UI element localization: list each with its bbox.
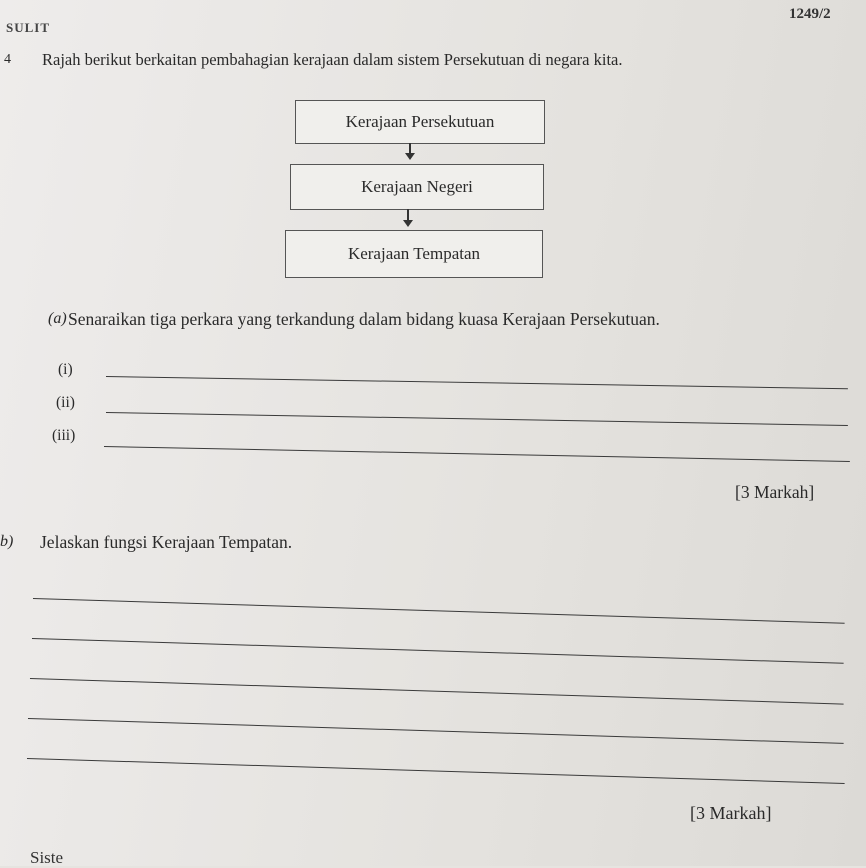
box-local-government: Kerajaan Tempatan bbox=[285, 230, 543, 278]
answer-line[interactable] bbox=[30, 678, 844, 705]
paper-code: 1249/2 bbox=[789, 6, 831, 22]
part-a-marks: [3 Markah] bbox=[735, 482, 815, 502]
part-b-label: b) bbox=[0, 533, 14, 550]
box-federal-government: Kerajaan Persekutuan bbox=[295, 100, 545, 144]
answer-line[interactable] bbox=[33, 598, 845, 624]
item-iii-label: (iii) bbox=[52, 427, 76, 444]
answer-line[interactable] bbox=[27, 758, 845, 784]
down-arrow-icon bbox=[407, 209, 409, 225]
item-i-label: (i) bbox=[58, 361, 73, 378]
answer-line-ii[interactable] bbox=[106, 412, 848, 426]
item-ii-label: (ii) bbox=[56, 394, 75, 411]
question-number: 4 bbox=[4, 52, 11, 67]
answer-line-iii[interactable] bbox=[104, 446, 850, 462]
part-a-label: (a) bbox=[48, 310, 67, 327]
box-state-government: Kerajaan Negeri bbox=[290, 164, 544, 210]
part-b-question: Jelaskan fungsi Kerajaan Tempatan. bbox=[40, 532, 293, 552]
answer-line-i[interactable] bbox=[106, 376, 848, 390]
part-a-question: Senaraikan tiga perkara yang terkandung dalam bidang kuasa Kerajaan Persekutuan. bbox=[68, 309, 660, 329]
down-arrow-icon bbox=[409, 143, 411, 158]
answer-line[interactable] bbox=[32, 638, 844, 664]
answer-line[interactable] bbox=[28, 718, 844, 744]
footer-text: Siste bbox=[30, 848, 64, 867]
question-stem: Rajah berikut berkaitan pembahagian kerajaan dalam sistem Persekutuan di negara kita. bbox=[42, 50, 623, 69]
classification-label: SULIT bbox=[6, 20, 51, 35]
part-b-marks: [3 Markah] bbox=[690, 803, 772, 823]
